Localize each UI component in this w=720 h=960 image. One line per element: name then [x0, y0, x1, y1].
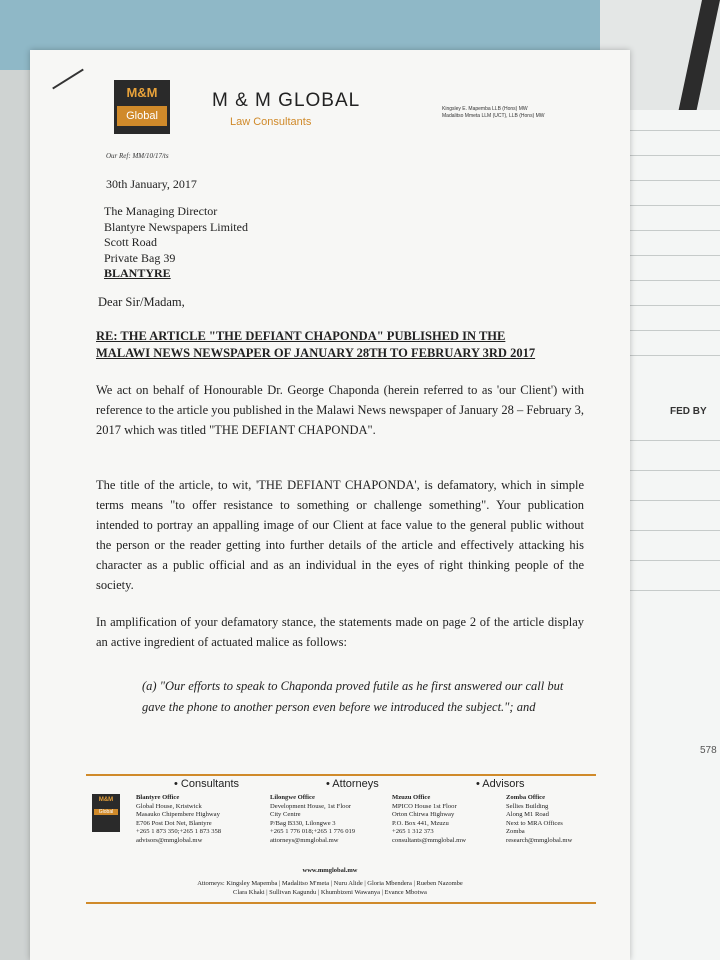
address-city: BLANTYRE: [104, 266, 171, 280]
footer-top-rule: [86, 774, 596, 776]
background-sheet-label: FED BY: [670, 406, 707, 417]
subject-line: [96, 328, 576, 362]
partner-2: Madalitso Mmeta LLM (UCT), LLB (Hons) MW: [442, 113, 545, 119]
office-line: +265 1 873 350;+265 1 873 358: [136, 828, 222, 836]
office-line: +265 1 776 018;+265 1 776 019: [270, 828, 356, 836]
firm-logo: [114, 80, 170, 134]
background-sheet-number: 578: [700, 745, 717, 756]
partner-1: Kingsley E. Mapemba LLB (Hons) MW: [442, 106, 528, 112]
firm-subtitle: Law Consultants: [230, 116, 312, 128]
subject-line-2: MALAWI NEWS NEWSPAPER OF JANUARY 28TH TO FEBRUARY 3RD 2017: [96, 346, 536, 360]
address-line: Blantyre Newspapers Limited: [104, 219, 248, 234]
attorneys-line-2: Clara Khaki | Sullivan Kagundu | Khumbizeni Wawanya | Evance Mbotwa: [233, 889, 427, 896]
heading-consultants: • Consultants: [174, 778, 239, 790]
reference-number: Our Ref: MM/10/17/ts: [106, 152, 169, 160]
letter-date: 30th January, 2017: [106, 177, 197, 191]
body-paragraph-1: We act on behalf of Honourable Dr. George Chaponda (herein referred to as 'our Client') with reference to the article you published in the Malawi News newspaper of January 28 – February 3, 2017 which was titled "THE DEFIANT CHAPONDA".: [96, 383, 584, 437]
quoted-statement-a: (a) "Our efforts to speak to Chaponda proved futile as he first answered our call but gave the phone to another person even before we introduced the subject."; and: [142, 679, 564, 714]
office-email: attorneys@mmglobal.mw: [270, 836, 339, 844]
office-title: Mzuzu Office: [392, 794, 431, 801]
office-line: P/Bag B330, Lilongwe 3: [270, 819, 336, 827]
office-line: Orton Chirwa Highway: [392, 811, 455, 819]
salutation: Dear Sir/Madam,: [98, 295, 185, 309]
office-email: advisors@mmglobal.mw: [136, 836, 203, 844]
firm-name: M & M GLOBAL: [212, 90, 361, 111]
office-email: research@mmglobal.mw: [506, 836, 573, 844]
address-line: Private Bag 39: [104, 250, 176, 265]
attorneys-line-1: Attorneys: Kingsley Mapemba | Madalitso M'meta | Nuru Alide | Gloria Mbendera | Rueben Nazombe: [197, 880, 463, 887]
heading-attorneys: • Attorneys: [326, 778, 379, 790]
office-title: Lilongwe Office: [270, 794, 315, 801]
heading-advisors: • Advisors: [476, 778, 525, 790]
office-line: City Centre: [270, 811, 301, 819]
office-blantyre: [136, 794, 221, 846]
logo-bottom-text: Global: [117, 106, 167, 126]
office-line: MPICO House 1st Floor: [392, 802, 457, 810]
office-mzuzu: [392, 794, 466, 846]
office-line: +265 1 312 373: [392, 828, 434, 836]
recipient-address: [104, 204, 248, 282]
office-line: Global House, Kristwick: [136, 802, 202, 810]
footer-logo: [92, 794, 120, 832]
office-lilongwe: [270, 794, 355, 846]
footer-logo-top: M&M: [98, 797, 114, 803]
logo-top-text: M&M: [126, 85, 158, 100]
footer-attorneys: [30, 879, 630, 897]
office-line: Development House, 1st Floor: [270, 802, 351, 810]
office-title: Zomba Office: [506, 794, 546, 801]
office-line: Sellies Building: [506, 802, 549, 810]
pen-mark: [52, 69, 84, 90]
office-title: Blantyre Office: [136, 794, 180, 801]
body-paragraph-2: The title of the article, to wit, 'THE DEFIANT CHAPONDA', is defamatory, which in simple terms means "to offer resistance to something or challenge something". Your publication intended to portray an appalling image of our Client at face value to the general public without the person or the reader getting into further details of the article and effectively attacking his character as a public official and as an individual in the eyes of right thinking people of the society.: [96, 478, 584, 592]
partners-list: [442, 106, 545, 120]
office-zomba: [506, 794, 572, 846]
address-line: Scott Road: [104, 235, 157, 249]
office-line: Along M1 Road: [506, 811, 549, 819]
subject-line-1: RE: THE ARTICLE "THE DEFIANT CHAPONDA" PUBLISHED IN THE: [96, 329, 506, 343]
letter-page: [30, 50, 630, 960]
footer-website: www.mmglobal.mw: [302, 867, 358, 874]
office-line: Next to MRA Offices: [506, 819, 563, 827]
footer-logo-bottom: Global: [94, 809, 118, 815]
address-line: The Managing Director: [104, 204, 218, 218]
office-line: Zomba: [506, 828, 525, 836]
office-line: Masauko Chipembere Highway: [136, 811, 220, 819]
office-email: consultants@mmglobal.mw: [392, 836, 467, 844]
office-line: E706 Post Dot Net, Blantyre: [136, 819, 212, 827]
body-paragraph-3: In amplification of your defamatory stance, the statements made on page 2 of the article display an active ingredient of actuated malice as follows:: [96, 615, 584, 649]
footer-bottom-rule: [86, 902, 596, 904]
office-line: P.O. Box 441, Mzuzu: [392, 819, 449, 827]
